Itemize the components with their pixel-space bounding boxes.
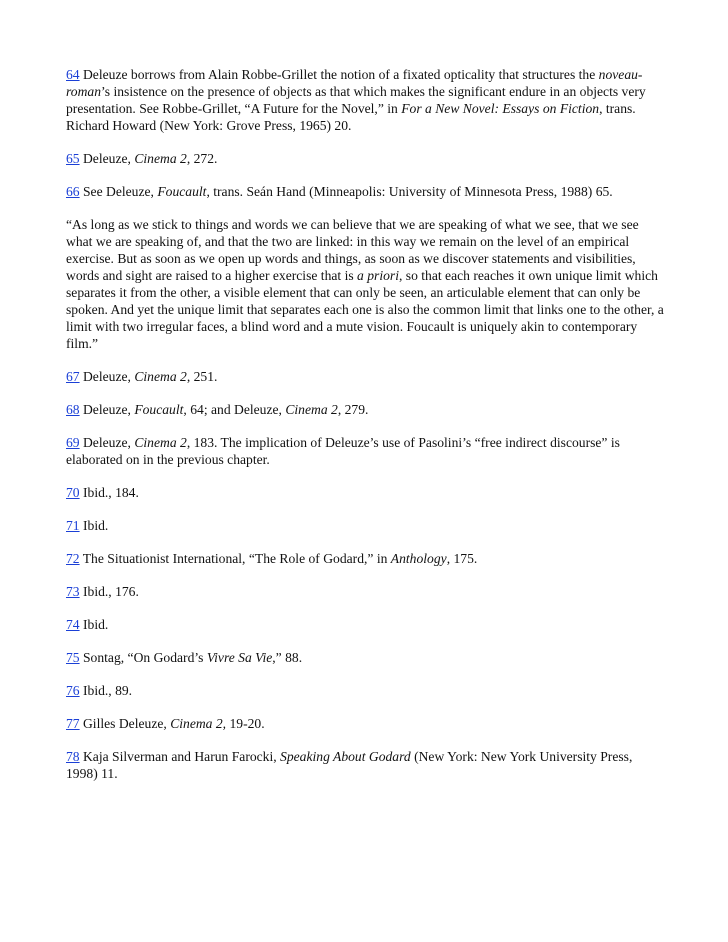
footnote-ref-link[interactable]: 69	[66, 435, 80, 450]
footnote-ref-link[interactable]: 67	[66, 369, 80, 384]
footnote-text: , 279.	[337, 402, 369, 417]
footnote-ref-link[interactable]: 75	[66, 650, 80, 665]
italic-title: Anthology	[390, 551, 447, 566]
footnote-text: , 183. The implication of Deleuze’s use of Pasolini’s “free indirect discourse” is elaborated on in the previous chapter.	[66, 435, 620, 467]
footnote-quote	[66, 216, 666, 352]
footnote-ref-link[interactable]: 72	[66, 551, 80, 566]
footnote-66	[66, 183, 666, 200]
footnote-text: “As long as we stick to things and words we can believe that we are speaking of what we see, that we see what we are speaking of, and that the two are linked: in this way we remain on the level of an empirical exercise. But as soon as we open up words and things, as soon as we discover statements and visibilities, words and sight are raised to a higher exercise that is	[66, 217, 639, 283]
footnote-text: Kaja Silverman and Harun Farocki,	[79, 749, 281, 764]
italic-title: Cinema 2,	[170, 716, 227, 731]
footnote-73	[66, 583, 666, 600]
footnote-text: Ibid., 89.	[79, 683, 133, 698]
footnote-text: ’s insistence on the presence of objects as that which makes the significant endure in an objects very presentation. See Robbe-Grillet, “A Future for the Novel,” in	[66, 84, 646, 116]
footnote-77	[66, 715, 666, 732]
italic-title: For a New Novel: Essays on Fiction	[401, 101, 600, 116]
italic-title: Cinema 2	[134, 151, 187, 166]
footnote-text: Sontag, “On Godard’s	[79, 650, 207, 665]
italic-title: Cinema 2	[134, 369, 187, 384]
footnote-text: 19-20.	[226, 716, 265, 731]
italic-title: Cinema 2	[285, 402, 338, 417]
footnote-text: Deleuze,	[79, 435, 135, 450]
footnote-text: Deleuze,	[79, 369, 135, 384]
footnote-text: Deleuze,	[79, 151, 135, 166]
footnote-72	[66, 550, 666, 567]
footnote-ref-link[interactable]: 77	[66, 716, 80, 731]
footnote-text: ,” 88.	[272, 650, 303, 665]
italic-title: Vivre Sa Vie	[206, 650, 273, 665]
footnote-ref-link[interactable]: 73	[66, 584, 80, 599]
italic-title: Foucault	[134, 402, 184, 417]
footnote-67	[66, 368, 666, 385]
footnote-71	[66, 517, 666, 534]
footnote-text: The Situationist International, “The Role of Godard,” in	[79, 551, 391, 566]
footnote-75	[66, 649, 666, 666]
footnote-ref-link[interactable]: 68	[66, 402, 80, 417]
footnote-ref-link[interactable]: 76	[66, 683, 80, 698]
italic-title: a priori	[357, 268, 399, 283]
footnote-text: Deleuze,	[79, 402, 135, 417]
italic-title: Cinema 2	[134, 435, 187, 450]
footnote-64	[66, 66, 666, 134]
footnote-74	[66, 616, 666, 633]
footnote-text: Ibid.	[79, 518, 109, 533]
italic-title: Speaking About Godard	[280, 749, 411, 764]
footnote-text: , 251.	[186, 369, 218, 384]
footnote-text: Ibid., 184.	[79, 485, 139, 500]
footnote-ref-link[interactable]: 66	[66, 184, 80, 199]
footnote-text: , so that each reaches it own unique limit which separates it from the other, a visible element that can only be seen, an articulable element that can only be spoken. And yet the unique limit that separates each one is also the common limit that links one to the other, a limit with two irregular faces, a blind word and a mute vision. Foucault is uniquely akin to contemporary film.”	[66, 268, 664, 351]
footnote-text: , trans. Seán Hand (Minneapolis: University of Minnesota Press, 1988) 65.	[206, 184, 613, 199]
footnote-ref-link[interactable]: 65	[66, 151, 80, 166]
footnote-65	[66, 150, 666, 167]
footnotes-page	[66, 66, 666, 782]
footnote-ref-link[interactable]: 71	[66, 518, 80, 533]
footnote-text: , trans. Richard Howard (New York: Grove Press, 1965) 20.	[66, 101, 636, 133]
footnote-ref-link[interactable]: 64	[66, 67, 80, 82]
footnote-69	[66, 434, 666, 468]
footnote-ref-link[interactable]: 74	[66, 617, 80, 632]
footnote-text: , 64; and Deleuze,	[183, 402, 286, 417]
footnote-68	[66, 401, 666, 418]
footnote-text: Ibid., 176.	[79, 584, 139, 599]
italic-title: noveau-roman	[66, 67, 643, 99]
footnote-text: Deleuze borrows from Alain Robbe-Grillet the notion of a fixated opticality that structures the	[79, 67, 599, 82]
footnote-text: See Deleuze,	[79, 184, 158, 199]
italic-title: Foucault	[157, 184, 207, 199]
footnote-ref-link[interactable]: 70	[66, 485, 80, 500]
footnote-76	[66, 682, 666, 699]
footnote-70	[66, 484, 666, 501]
footnote-text: Ibid.	[79, 617, 109, 632]
footnote-text: Gilles Deleuze,	[79, 716, 171, 731]
footnote-text: (New York: New York University Press, 1998) 11.	[66, 749, 633, 781]
footnote-ref-link[interactable]: 78	[66, 749, 80, 764]
footnote-78	[66, 748, 666, 782]
footnote-text: , 272.	[186, 151, 218, 166]
footnote-text: , 175.	[446, 551, 478, 566]
